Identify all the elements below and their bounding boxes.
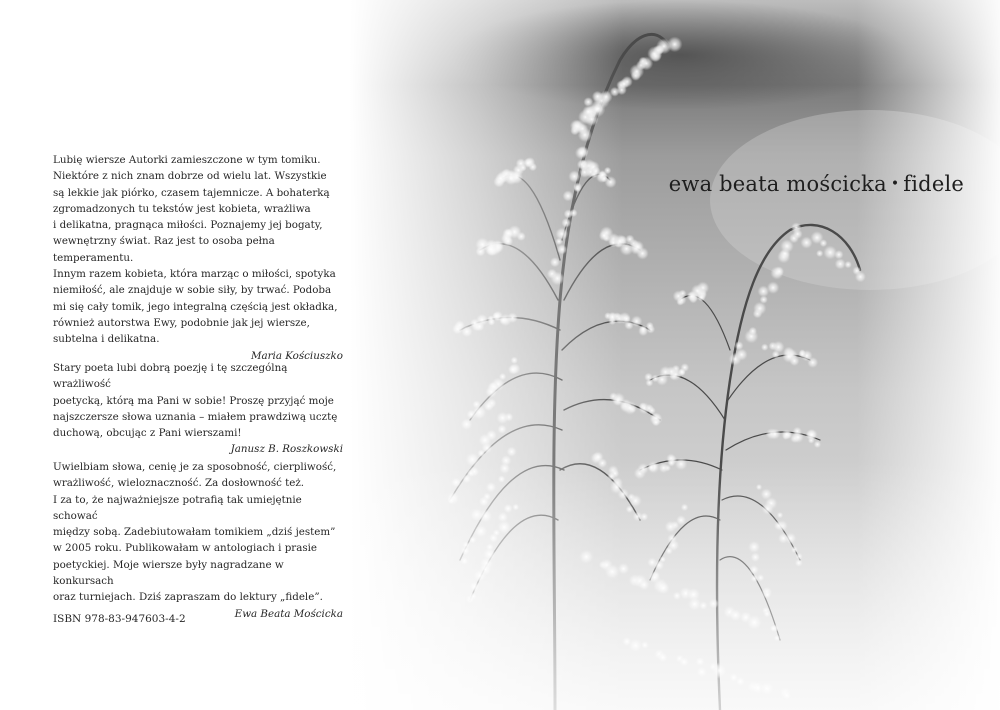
blurb-signature: Ewa Beata Mościcka: [234, 607, 343, 620]
title-separator: •: [890, 176, 900, 192]
blurb-text: Uwielbiam słowa, cenię je za sposobność, cierpliwość, wrażliwość, wieloznaczność. Za dosłowność też. I za to, że najważniejsze potrafią tak umiejętnie schować między sobą. Zadebiutowałam tomikiem „dziś jestem” w 2005 roku. Publikowałam w antologiach i prasie poetyckiej. Moje wiersze były nagradzane w konkursach oraz turniejach. Dziś zapraszam do lektury „fidele”.: [53, 461, 337, 604]
blurb-author: [53, 459, 343, 622]
author-name: ewa beata mościcka: [668, 172, 887, 196]
front-cover: [350, 0, 1000, 710]
blurb-text: Lubię wiersze Autorki zamieszczone w tym tomiku. Niektóre z nich znam dobrze od wielu lat. Wszystkie są lekkie jak piórko, czasem tajemnicze. A bohaterką zgromadzonych tu tekstów jest kobieta, wrażliwa i delikatna, pragnąca miłości. Poznajemy jej bogaty, wewnętrzny świat. Raz jest to osoba pełna temperamentu. Innym razem kobieta, która marząc o miłości, spotyka niemiłość, ale znajduje w sobie siły, by trwać. Podoba mi się cały tomik, jego integralną częścią jest okładka, również autorstwa Ewy, podobnie jak jej wiersze, subtelna i delikatna.: [53, 154, 338, 346]
back-cover: [0, 0, 350, 710]
blurb-kosciuszko: [53, 152, 343, 364]
isbn-number: ISBN 978-83-947603-4-2: [53, 613, 186, 625]
goldenrod-photo: [350, 0, 1000, 710]
blurb-roszkowski: [53, 360, 343, 458]
title-word: fidele: [903, 172, 964, 196]
blurb-text: Stary poeta lubi dobrą poezję i tę szczególną wrażliwość poetycką, którą ma Pani w sobie! Proszę przyjąć moje najszczersze słowa uznania – miałem prawdziwą ucztę duchową, obcując z Pani wierszami!: [53, 362, 338, 440]
blurb-signature: Janusz B. Roszkowski: [230, 443, 343, 456]
blurb-signature: Maria Kościuszko: [250, 349, 343, 362]
book-title: [669, 172, 964, 196]
